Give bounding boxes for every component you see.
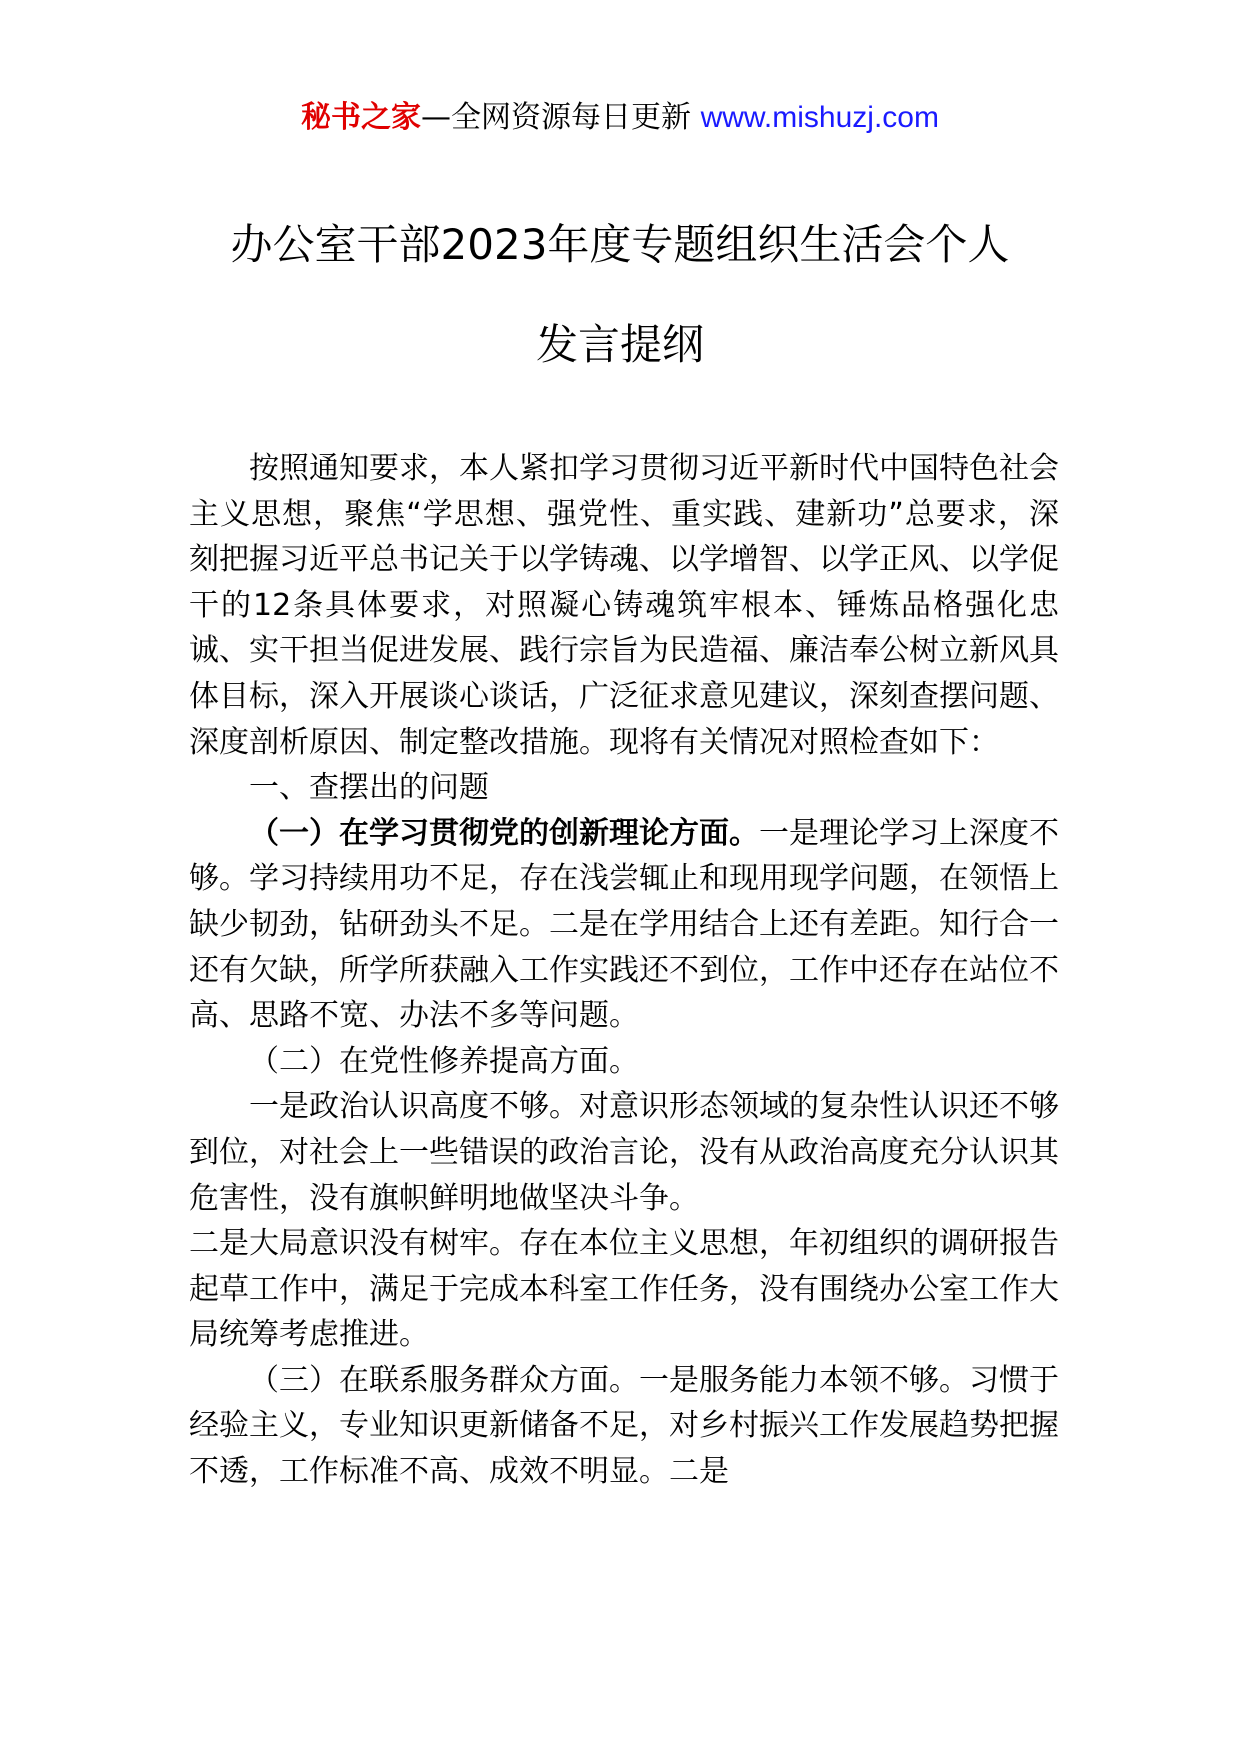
- subsection-1-heading: （一）在学习贯彻党的创新理论方面。: [249, 815, 759, 851]
- intro-paragraph: 按照通知要求，本人紧扣学习贯彻习近平新时代中国特色社会主义思想，聚焦“学思想、强党性、重实践、建新功”总要求，深刻把握习近平总书记关于以学铸魂、以学增智、以学正风、以学促干的12条具体要求，对照凝心铸魂筑牢根本、锤炼品格强化忠诚、实干担当促进发展、践行宗旨为民造福、廉洁奉公树立新风具体目标，深入开展谈心谈话，广泛征求意见建议，深刻查摆问题、深度剖析原因、制定整改措施。现将有关情况对照检查如下：: [189, 451, 1059, 760]
- site-header: [0, 98, 1240, 138]
- subsection-2-paragraph-b: 二是大局意识没有树牢。存在本位主义思想，年初组织的调研报告起草工作中，满足于完成本科室工作任务，没有围绕办公室工作大局统筹考虑推进。: [189, 1226, 1059, 1353]
- subsection-1-paragraph: [189, 811, 1059, 1039]
- subsection-2-heading: （二）在党性修养提高方面。: [249, 1043, 639, 1079]
- title-line-2: 发言提纲: [535, 320, 704, 369]
- document-title: [150, 195, 1090, 395]
- brand-name: 秘书之家: [301, 100, 422, 135]
- section-heading: 一、查摆出的问题: [249, 770, 489, 806]
- subsection-2-paragraph-a: 一是政治认识高度不够。对意识形态领域的复杂性认识还不够到位，对社会上一些错误的政治言论，没有从政治高度充分认识其危害性，没有旗帜鲜明地做坚决斗争。: [189, 1089, 1059, 1216]
- header-tagline: —全网资源每日更新: [421, 100, 701, 135]
- site-url-link[interactable]: www.mishuzj.com: [700, 101, 939, 134]
- document-body: [189, 446, 1059, 1495]
- subsection-1-text: 一是理论学习上深度不够。学习持续用功不足，存在浅尝辄止和现用现学问题，在领悟上缺少韧劲，钻研劲头不足。二是在学用结合上还有差距。知行合一还有欠缺，所学所获融入工作实践还不到位，工作中还存在站位不高、思路不宽、办法不多等问题。: [189, 815, 1059, 1034]
- title-line-1: 办公室干部2023年度专题组织生活会个人: [230, 220, 1010, 269]
- subsection-3-paragraph: （三）在联系服务群众方面。一是服务能力本领不够。习惯于经验主义，专业知识更新储备不足，对乡村振兴工作发展趋势把握不透，工作标准不高、成效不明显。二是: [189, 1362, 1059, 1490]
